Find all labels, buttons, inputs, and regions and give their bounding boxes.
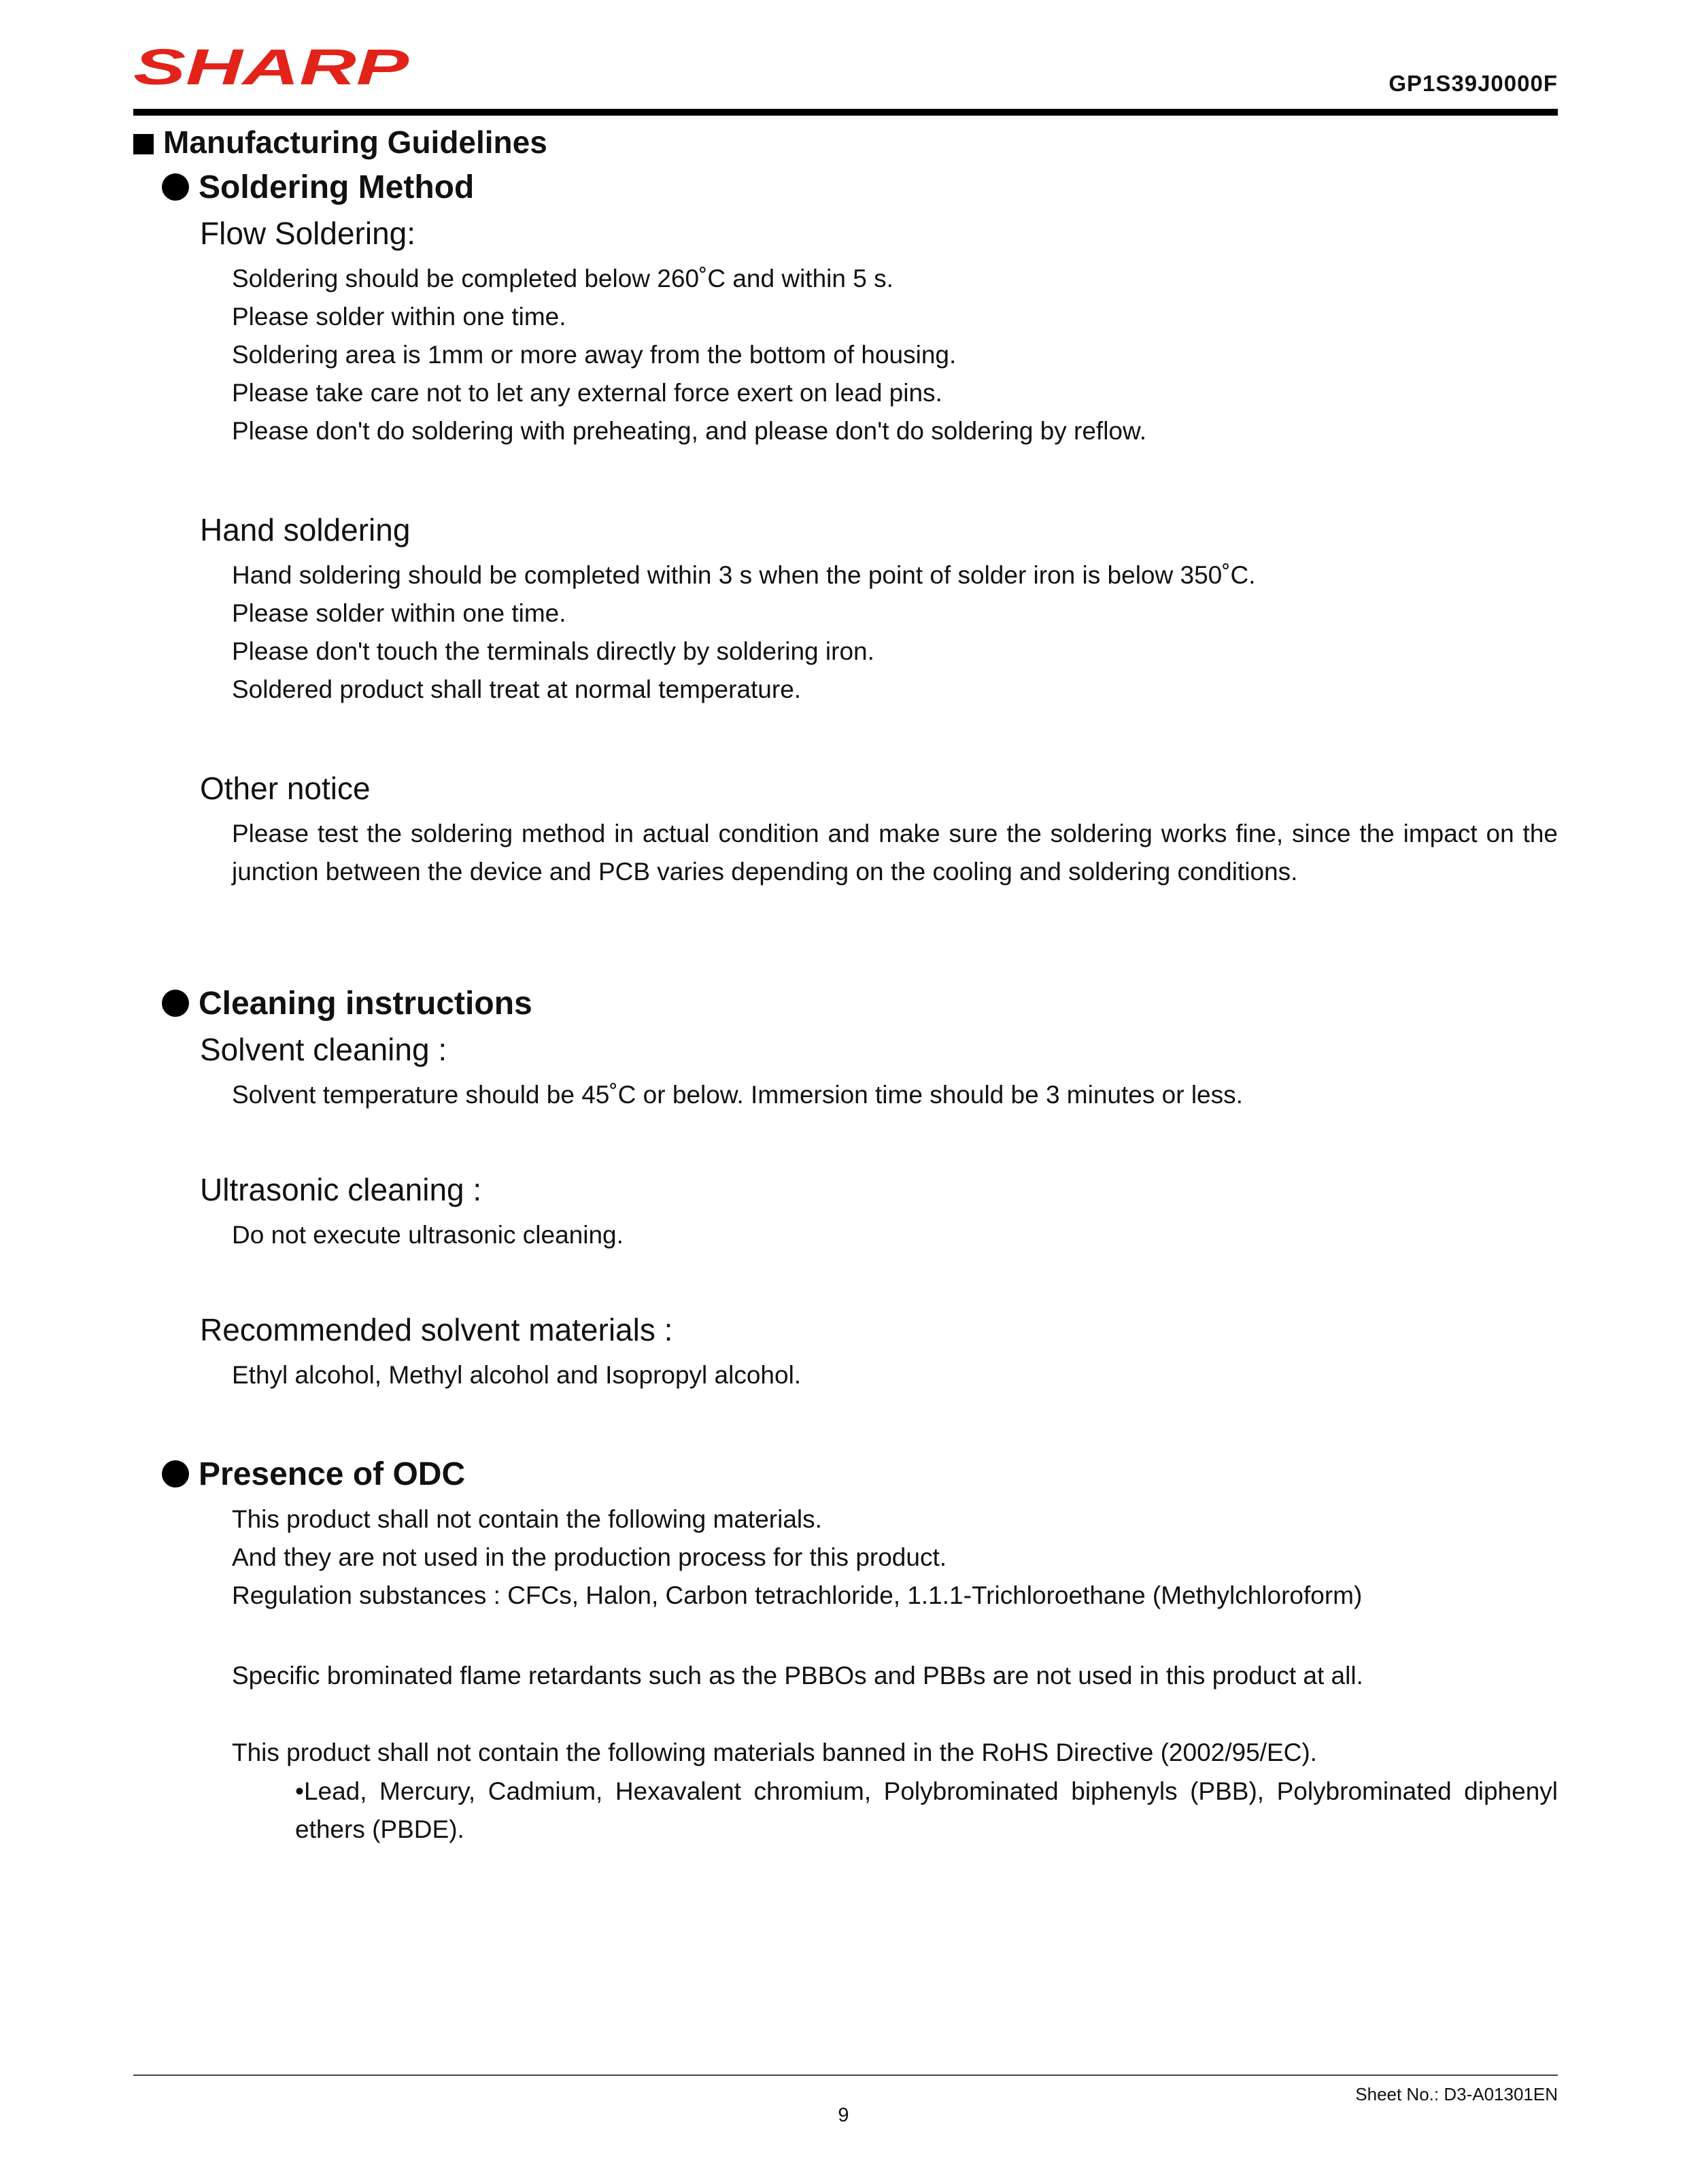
- odc-heading: [162, 1456, 465, 1493]
- flow-soldering-text: [232, 260, 1558, 450]
- text-line: Specific brominated flame retardants such as the PBBOs and PBBs are not used in this product at all.: [232, 1662, 1363, 1690]
- text-line: And they are not used in the production process for this product.: [232, 1543, 947, 1571]
- rohs-text: [232, 1734, 1558, 1772]
- other-notice-text: Please test the soldering method in actual condition and make sure the soldering works fine, since the impact on the junction between the device and PCB varies depending on the cooling and soldering conditions.: [232, 820, 1558, 886]
- text-line: Soldering should be completed below 260˚C and within 5 s.: [232, 265, 893, 292]
- solvent-cleaning-text: [232, 1076, 1558, 1114]
- soldering-heading: [162, 169, 474, 206]
- hand-soldering-text: [232, 556, 1558, 709]
- text-line: Please don't do soldering with preheating, and please don't do soldering by reflow.: [232, 417, 1146, 445]
- text-line: Please don't touch the terminals directly by soldering iron.: [232, 637, 874, 665]
- circle-bullet-icon: [162, 1460, 189, 1488]
- sheet-number: Sheet No.: D3-A01301EN: [1355, 2084, 1558, 2104]
- text-line: Please solder within one time.: [232, 303, 566, 331]
- text-line: Do not execute ultrasonic cleaning.: [232, 1221, 624, 1249]
- brominated-text: [232, 1657, 1558, 1695]
- text-line: Please solder within one time.: [232, 599, 566, 627]
- document-id: GP1S39J0000F: [1388, 71, 1558, 96]
- text-line: This product shall not contain the following materials.: [232, 1505, 822, 1533]
- soldering-title: Soldering Method: [199, 169, 475, 205]
- cleaning-title: Cleaning instructions: [199, 986, 532, 1022]
- section-title: Manufacturing Guidelines: [163, 124, 547, 160]
- flow-soldering-title: Flow Soldering:: [200, 216, 416, 251]
- text-line: This product shall not contain the following materials banned in the RoHS Directive (2002/95/EC).: [232, 1738, 1317, 1766]
- brand-wordmark: SHARP: [133, 42, 409, 90]
- text-line: Hand soldering should be completed within 3 s when the point of solder iron is below 350˚C.: [232, 561, 1256, 589]
- text-line: Ethyl alcohol, Methyl alcohol and Isopropyl alcohol.: [232, 1361, 802, 1389]
- header-rule: [133, 109, 1558, 116]
- sharp-logo: [133, 42, 412, 90]
- rohs-substance-list: •Lead, Mercury, Cadmium, Hexavalent chromium, Polybrominated biphenyls (PBB), Polybrominated diphenyl ethers (PBDE).: [295, 1777, 1558, 1843]
- other-notice-title: Other notice: [200, 771, 371, 806]
- odc-title: Presence of ODC: [199, 1456, 466, 1492]
- solvent-materials-text: [232, 1356, 1558, 1394]
- text-line: Soldered product shall treat at normal temperature.: [232, 675, 802, 703]
- text-line: Regulation substances : CFCs, Halon, Carbon tetrachloride, 1.1.1-Trichloroethane (Methylchloroform): [232, 1581, 1363, 1609]
- page-number: 9: [838, 2104, 849, 2126]
- cleaning-heading: [162, 985, 532, 1022]
- footer-rule: [133, 2074, 1558, 2076]
- text-line: Please take care not to let any external force exert on lead pins.: [232, 379, 942, 407]
- text-line: Solvent temperature should be 45˚C or below. Immersion time should be 3 minutes or less.: [232, 1081, 1243, 1109]
- solvent-cleaning-title: Solvent cleaning :: [200, 1032, 447, 1067]
- square-bullet-icon: [133, 134, 154, 154]
- section-heading: [133, 124, 547, 161]
- circle-bullet-icon: [162, 990, 189, 1017]
- solvent-materials-title: Recommended solvent materials :: [200, 1312, 673, 1347]
- odc-text: [232, 1500, 1558, 1615]
- circle-bullet-icon: [162, 173, 189, 201]
- text-line: Soldering area is 1mm or more away from the bottom of housing.: [232, 341, 957, 369]
- hand-soldering-title: Hand soldering: [200, 512, 411, 548]
- ultrasonic-cleaning-text: [232, 1216, 1558, 1254]
- ultrasonic-cleaning-title: Ultrasonic cleaning :: [200, 1172, 482, 1207]
